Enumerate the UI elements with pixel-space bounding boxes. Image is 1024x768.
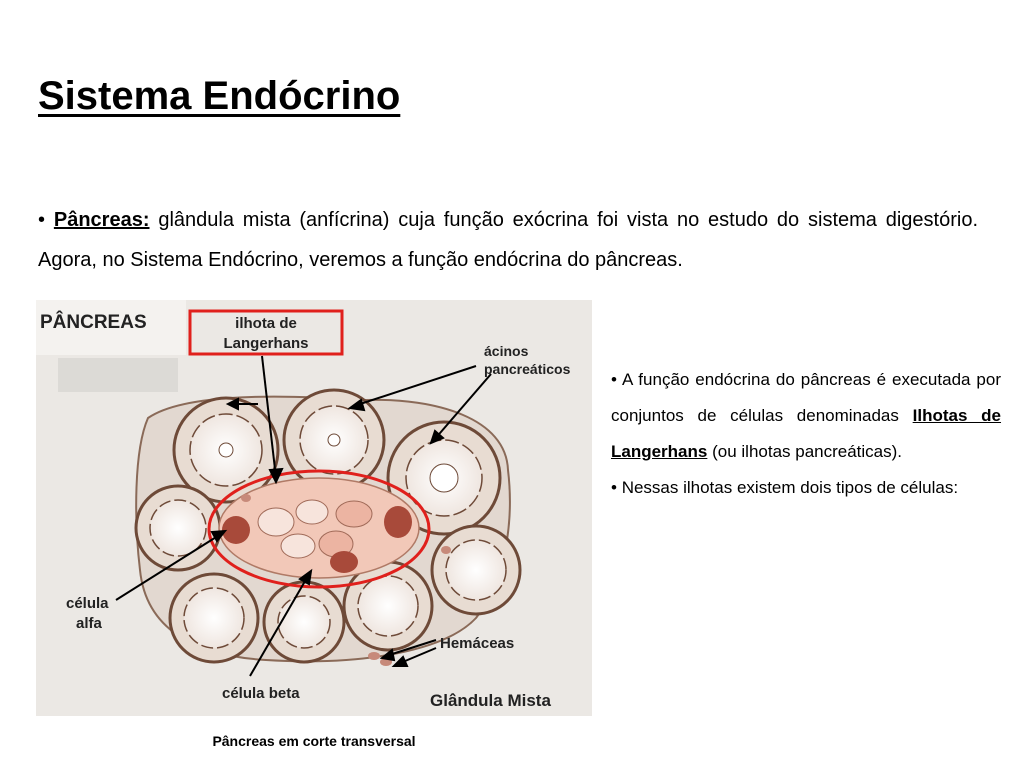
alpha-cell xyxy=(384,506,412,538)
side-text-2: Nessas ilhotas existem dois tipos de células: xyxy=(621,478,959,497)
acinus-7 xyxy=(264,582,344,662)
figure-drawing xyxy=(36,300,592,716)
label-glandula: Glândula Mista xyxy=(430,691,551,710)
acinus-2 xyxy=(284,390,384,490)
side-paragraph-2 xyxy=(611,470,1001,506)
intro-text: glândula mista (anfícrina) cuja função exócrina foi vista no estudo do sistema digestório. Agora, no Sistema Endócrino, veremos a função endócrina do pâncreas. xyxy=(38,209,979,271)
alpha-cell xyxy=(330,551,358,573)
side-paragraph-1 xyxy=(611,362,1001,470)
side-bullet-2: • xyxy=(611,478,617,497)
label-acinos-1: ácinos xyxy=(484,343,529,359)
figure-header-label: PÂNCREAS xyxy=(40,312,147,333)
red-blood-cell xyxy=(241,494,251,502)
acinus-6 xyxy=(170,574,258,662)
langerhans-islet xyxy=(219,478,419,578)
label-beta: célula beta xyxy=(222,685,300,702)
red-blood-cell xyxy=(368,652,380,660)
figure-caption: Pâncreas em corte transversal xyxy=(212,733,416,749)
hemaceas-arrow-2-head xyxy=(394,657,407,666)
label-hemaceas: Hemáceas xyxy=(440,635,515,652)
label-ilhota-2: Langerhans xyxy=(223,335,309,352)
label-acinos-2: pancreáticos xyxy=(484,361,571,377)
intro-term: Pâncreas: xyxy=(53,209,150,231)
label-alfa-2: alfa xyxy=(76,615,102,632)
intro-bullet: • xyxy=(38,209,46,231)
side-text xyxy=(611,362,1001,506)
acinus-5 xyxy=(432,526,520,614)
red-blood-cell xyxy=(441,546,451,554)
intro-paragraph xyxy=(38,200,978,280)
slide-title: Sistema Endócrino xyxy=(38,74,401,118)
acinos-arrow-1 xyxy=(354,366,476,406)
side-emphasis: Ilhotas de Langerhans xyxy=(611,406,1002,461)
pancreas-histology-figure xyxy=(36,300,592,716)
label-ilhota-1: ilhota de xyxy=(235,315,297,332)
label-alfa-1: célula xyxy=(66,595,109,612)
header-shade xyxy=(58,358,178,392)
side-bullet-1: • xyxy=(611,370,617,389)
side-text-1a: A função endócrina do pâncreas é executada por conjuntos de células denominadas xyxy=(611,370,1001,425)
acinus-4 xyxy=(136,486,220,570)
side-text-1b: (ou ilhotas pancreáticas). xyxy=(712,442,903,461)
